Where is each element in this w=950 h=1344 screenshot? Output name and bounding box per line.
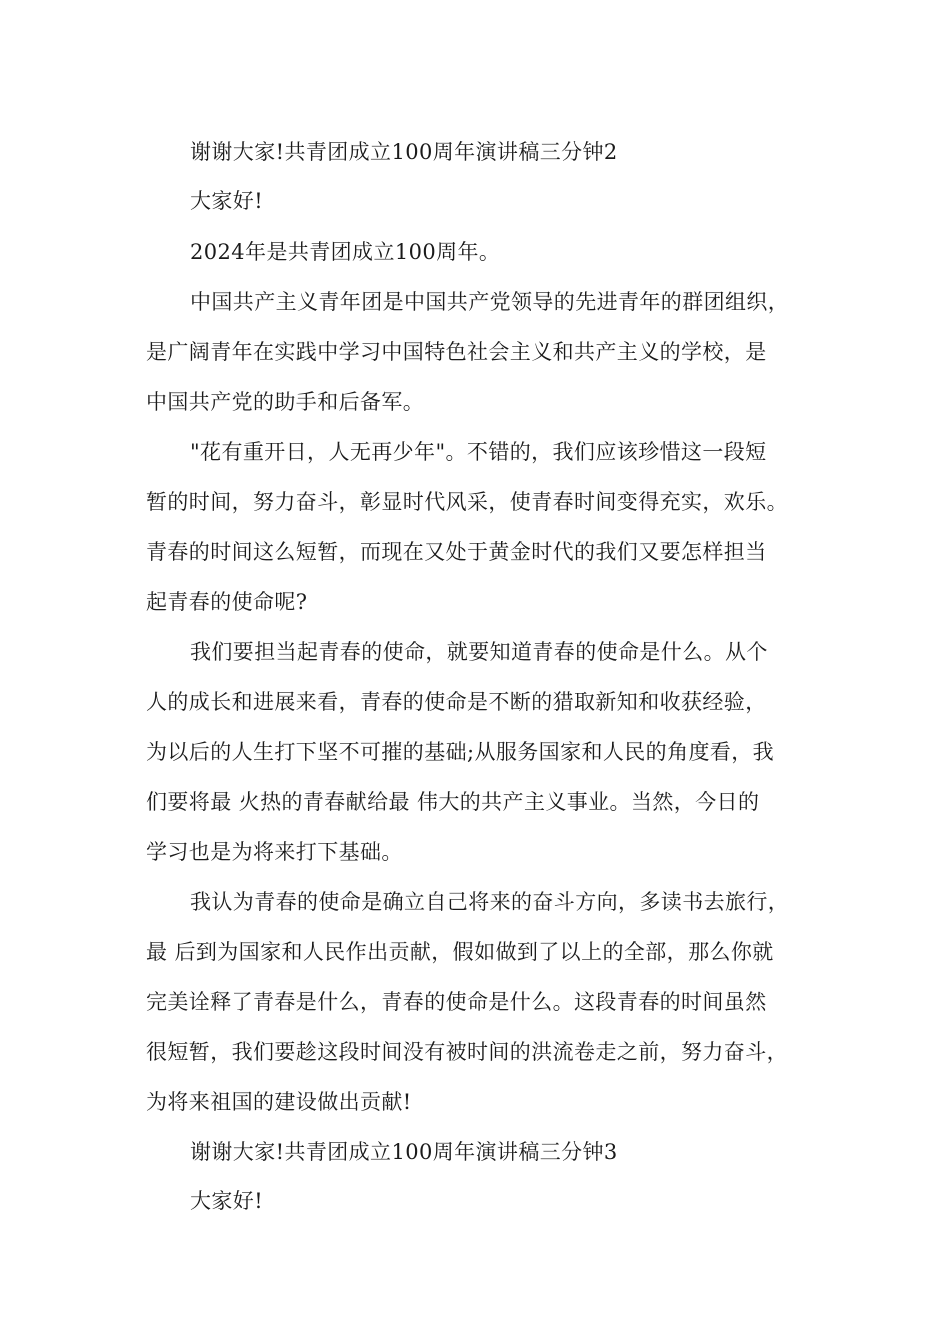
paragraph-line: 为将来祖国的建设做出贡献! <box>146 1090 412 1114</box>
greeting-line: 大家好! <box>190 189 264 213</box>
paragraph-line: "花有重开日，人无再少年"。不错的，我们应该珍惜这一段短 <box>190 440 767 464</box>
paragraph-line: 2024年是共青团成立100周年。 <box>190 240 501 264</box>
paragraph-line: 起青春的使命呢? <box>146 590 308 614</box>
paragraph-line: 暂的时间，努力奋斗，彰显时代风采，使青春时间变得充实，欢乐。 <box>146 490 788 514</box>
paragraph-line: 中国共产党的助手和后备军。 <box>146 390 425 414</box>
paragraph-line: 学习也是为将来打下基础。 <box>146 840 403 864</box>
greeting-line: 大家好! <box>190 1189 264 1213</box>
paragraph-line: 人的成长和进展来看，青春的使命是不断的猎取新知和收获经验， <box>146 690 767 714</box>
paragraph-line: 完美诠释了青春是什么，青春的使命是什么。这段青春的时间虽然 <box>146 990 767 1014</box>
section-heading: 谢谢大家!共青团成立100周年演讲稿三分钟3 <box>190 1140 618 1164</box>
paragraph-line: 们要将最 火热的青春献给最 伟大的共产主义事业。当然，今日的 <box>146 790 760 814</box>
section-heading: 谢谢大家!共青团成立100周年演讲稿三分钟2 <box>190 140 618 164</box>
paragraph-line: 我认为青春的使命是确立自己将来的奋斗方向，多读书去旅行， <box>190 890 790 914</box>
paragraph-line: 我们要担当起青春的使命，就要知道青春的使命是什么。从个 <box>190 640 768 664</box>
paragraph-line: 为以后的人生打下坚不可摧的基础;从服务国家和人民的角度看，我 <box>146 740 775 764</box>
paragraph-line: 很短暂，我们要趁这段时间没有被时间的洪流卷走之前，努力奋斗， <box>146 1040 788 1064</box>
paragraph-line: 青春的时间这么短暂，而现在又处于黄金时代的我们又要怎样担当 <box>146 540 767 564</box>
paragraph-line: 最 后到为国家和人民作出贡献，假如做到了以上的全部，那么你就 <box>146 940 774 964</box>
paragraph-line: 中国共产主义青年团是中国共产党领导的先进青年的群团组织， <box>190 290 790 314</box>
paragraph-line: 是广阔青年在实践中学习中国特色社会主义和共产主义的学校，是 <box>146 340 767 364</box>
